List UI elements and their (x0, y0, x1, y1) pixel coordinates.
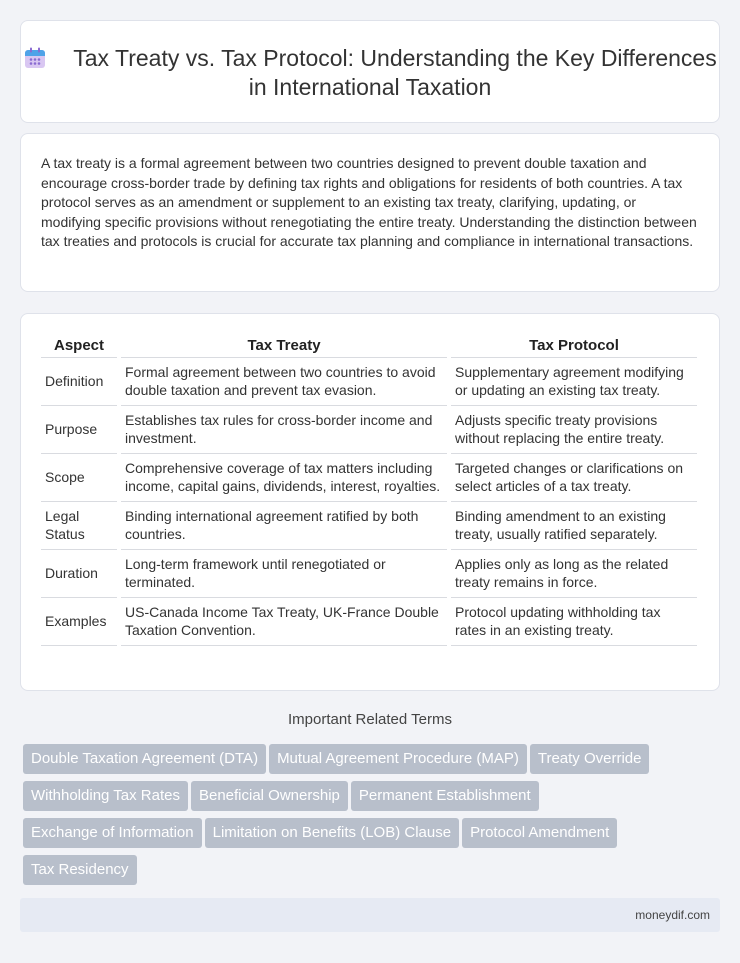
row-treaty: Comprehensive coverage of tax matters including income, capital gains, dividends, interest, royalties. (121, 454, 447, 502)
row-aspect: Duration (41, 550, 117, 598)
table-row (41, 454, 697, 502)
tag-withholding-tax-rates[interactable]: Withholding Tax Rates (23, 781, 188, 811)
row-treaty: Long-term framework until renegotiated or terminated. (121, 550, 447, 598)
comparison-table (37, 334, 701, 646)
header-tax-treaty: Tax Treaty (121, 334, 447, 358)
row-protocol: Binding amendment to an existing treaty, usually ratified separately. (451, 502, 697, 550)
title-card (20, 20, 720, 123)
table-row (41, 502, 697, 550)
row-aspect: Purpose (41, 406, 117, 454)
row-aspect: Scope (41, 454, 117, 502)
intro-card (20, 133, 720, 292)
table-row (41, 598, 697, 646)
row-protocol: Applies only as long as the related treaty remains in force. (451, 550, 697, 598)
footer-site-link[interactable]: moneydif.com (635, 908, 710, 922)
row-treaty: Binding international agreement ratified by both countries. (121, 502, 447, 550)
intro-paragraph: A tax treaty is a formal agreement between two countries designed to prevent double taxation and encourage cross-border trade by defining tax rights and obligations for residents of both countries. A tax protocol serves as an amendment or supplement to an existing tax treaty, clarifying, updating, or modifying specific provisions without renegotiating the entire treaty. Understanding the distinction between tax treaties and protocols is crucial for accurate tax planning and compliance in international transactions. (41, 155, 697, 250)
tag-treaty-override[interactable]: Treaty Override (530, 744, 650, 774)
tag-permanent-establishment[interactable]: Permanent Establishment (351, 781, 539, 811)
tag-double-taxation-agreement[interactable]: Double Taxation Agreement (DTA) (23, 744, 266, 774)
table-header-row (41, 334, 697, 358)
page-title-wrap (21, 44, 719, 102)
row-treaty: Formal agreement between two countries to avoid double taxation and prevent tax evasion. (121, 358, 447, 406)
row-aspect: Examples (41, 598, 117, 646)
row-treaty: US-Canada Income Tax Treaty, UK-France Double Taxation Convention. (121, 598, 447, 646)
related-terms-list (23, 744, 713, 892)
row-protocol: Supplementary agreement modifying or updating an existing tax treaty. (451, 358, 697, 406)
row-protocol: Protocol updating withholding tax rates in an existing treaty. (451, 598, 697, 646)
row-aspect: Definition (41, 358, 117, 406)
tag-exchange-of-information[interactable]: Exchange of Information (23, 818, 202, 848)
related-terms-heading: Important Related Terms (288, 711, 452, 728)
footer-bar (20, 898, 720, 932)
tag-protocol-amendment[interactable]: Protocol Amendment (462, 818, 617, 848)
calendar-icon (23, 46, 47, 70)
header-aspect: Aspect (41, 334, 117, 358)
row-protocol: Targeted changes or clarifications on select articles of a tax treaty. (451, 454, 697, 502)
page-title: Tax Treaty vs. Tax Protocol: Understanding the Key Differences in International Taxation (73, 45, 717, 100)
table-row (41, 550, 697, 598)
table-row (41, 358, 697, 406)
row-aspect: Legal Status (41, 502, 117, 550)
comparison-table-card (20, 313, 720, 691)
header-tax-protocol: Tax Protocol (451, 334, 697, 358)
row-treaty: Establishes tax rules for cross-border income and investment. (121, 406, 447, 454)
tag-mutual-agreement-procedure[interactable]: Mutual Agreement Procedure (MAP) (269, 744, 527, 774)
tag-beneficial-ownership[interactable]: Beneficial Ownership (191, 781, 348, 811)
table-row (41, 406, 697, 454)
row-protocol: Adjusts specific treaty provisions without replacing the entire treaty. (451, 406, 697, 454)
tag-limitation-on-benefits[interactable]: Limitation on Benefits (LOB) Clause (205, 818, 459, 848)
tag-tax-residency[interactable]: Tax Residency (23, 855, 137, 885)
